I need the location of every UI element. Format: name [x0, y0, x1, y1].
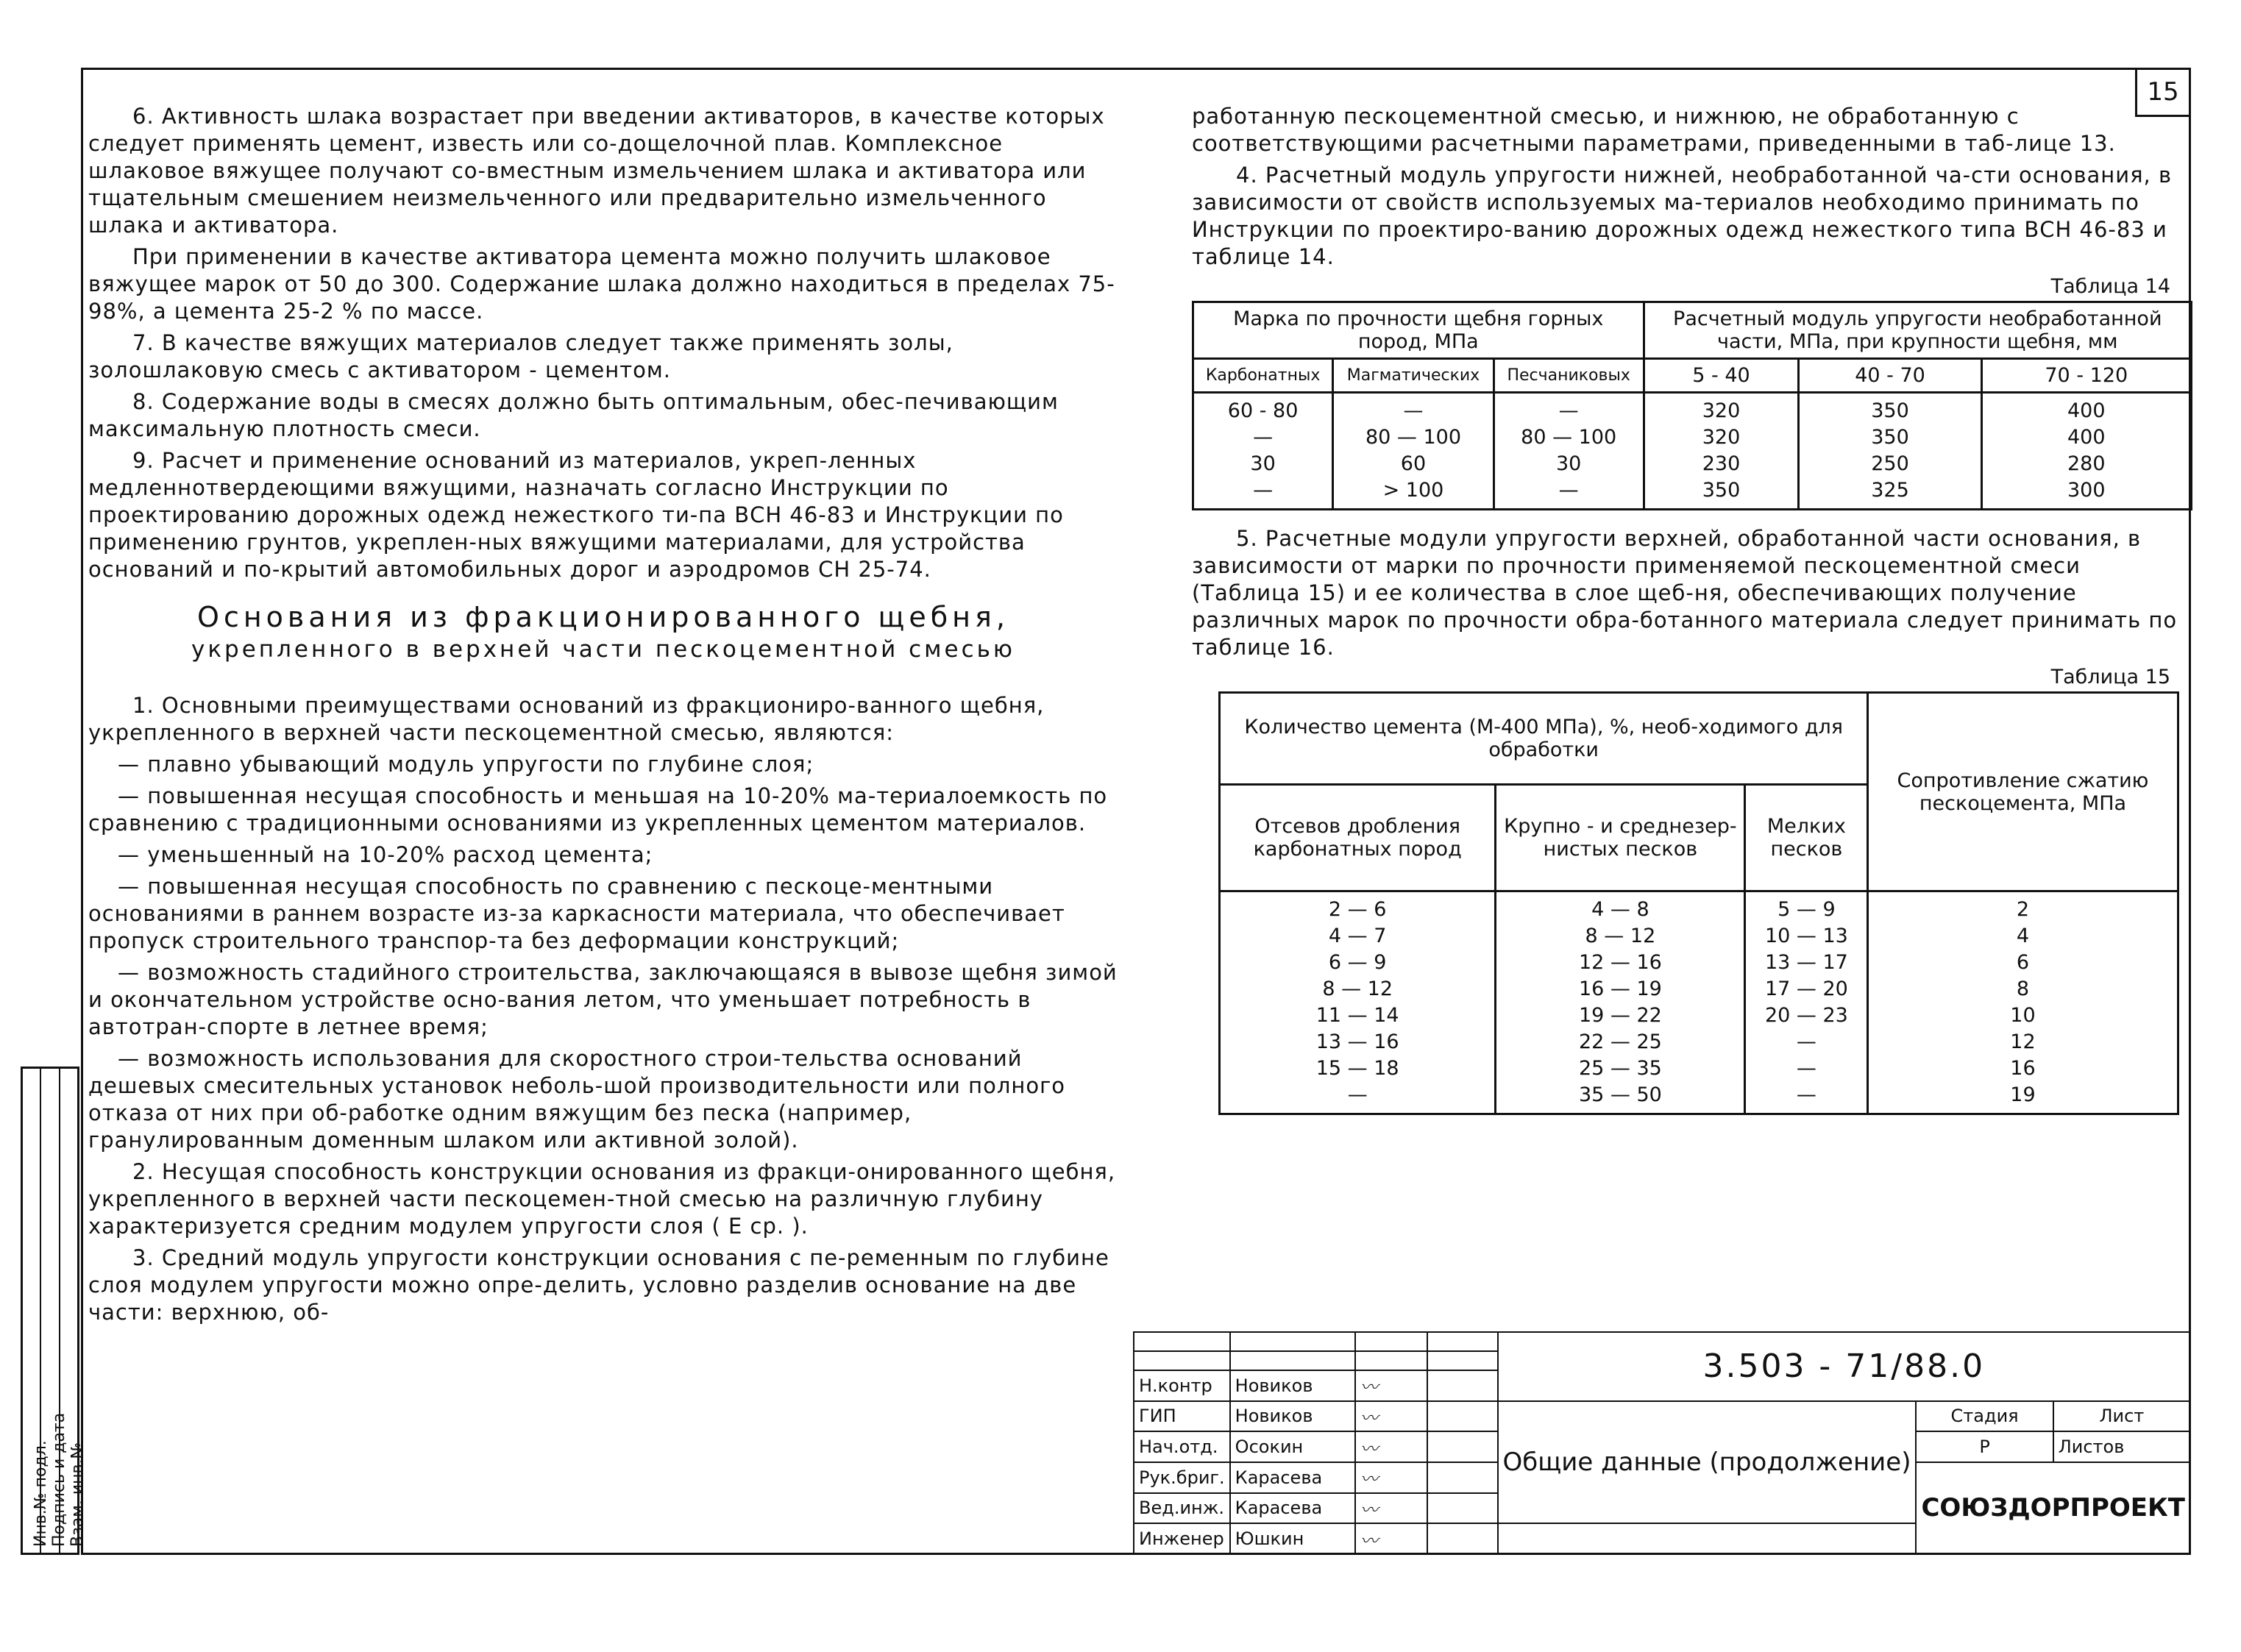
- paragraph: 7. В качестве вяжущих материалов следует также применять золы, золошлаковую смесь с активатором - цементом.: [88, 330, 953, 382]
- paragraph: 9. Расчет и применение оснований из материалов, укреп-ленных медленнотвердеющими вяжущими, назначать согласно Инструкции по проектированию дорожных одежд нежесткого ти-па ВСН 46-83 и Инструкции по применению грунтов, укреплен-ных вяжущими материалами, для устройства оснований и по-крытий автомобильных дорог и аэродромов СН 25-74.: [88, 448, 1064, 582]
- right-column: [1192, 103, 2192, 1115]
- stamp-role: Н.контр: [1134, 1370, 1230, 1401]
- signature: 〰: [1355, 1523, 1427, 1554]
- paragraph: 2. Несущая способность конструкции основания из фракци-онированного щебня, укрепленного в верхней части пескоцемен-тной смесью на различную глубину характеризуется средним модулем упругости слоя ( Е ср. ).: [88, 1159, 1116, 1239]
- signature: 〰: [1355, 1462, 1427, 1493]
- sidebar-label: Взам. инв.№: [68, 1442, 88, 1547]
- list-item: — возможность использования для скоростного строи-тельства оснований дешевых смесительных установок неболь-шой производительности или полного отказа от них при об-работке одним вяжущим без песка (например, гранулированным доменным шлаком или активной золой).: [88, 1046, 1066, 1153]
- sidebar-label: Инв.№ подл.: [31, 1440, 50, 1547]
- sidebar-cell: [41, 1069, 68, 1553]
- table-subheader: 5 - 40: [1644, 359, 1799, 393]
- signature: 〰: [1355, 1493, 1427, 1524]
- list-item: — повышенная несущая способность по сравнению с пескоце-ментными основаниями в раннем возрасте из-за каркасности материала, что обеспечивает пропуск строительного транспор-та без деформации конструкций;: [88, 874, 1065, 953]
- stamp-name: Новиков: [1230, 1370, 1355, 1401]
- sidebar-label: Подпись и дата: [49, 1412, 68, 1547]
- list-item: — повышенная несущая способность и меньшая на 10-20% ма-териалоемкость по сравнению с традиционными основаниями из укрепленных цементом материалов.: [88, 783, 1108, 836]
- paragraph: 1. Основными преимуществами оснований из фракциониро-ванного щебня, укрепленного в верхней части пескоцементной смесью, являются:: [88, 693, 1045, 745]
- paragraph: работанную пескоцементной смесью, и нижнюю, не обработанную с соответствующими расчетными параметрами, приведенными в таб-лице 13.: [1192, 104, 2116, 156]
- sidebar-cell: [60, 1069, 88, 1553]
- table-subheader: 40 - 70: [1799, 359, 1981, 393]
- stamp-name: Юшкин: [1230, 1523, 1355, 1554]
- section-heading: Основания из фракционированного щебня,: [197, 601, 1009, 633]
- left-column: [88, 103, 1118, 1331]
- table-subheader: Карбонатных: [1193, 359, 1333, 393]
- table-15: [1218, 691, 2179, 1115]
- title-block: [1133, 1331, 2191, 1555]
- stage-header: Стадия: [1916, 1401, 2053, 1432]
- signature: 〰: [1355, 1401, 1427, 1432]
- table-subheader: Магматических: [1333, 359, 1494, 393]
- stage-value: Р: [1916, 1431, 2053, 1462]
- signature: 〰: [1355, 1431, 1427, 1462]
- page-number: 15: [2135, 69, 2189, 117]
- table-cell: — 80 — 100 60 > 100: [1333, 393, 1494, 510]
- sheet-header: Лист: [2053, 1401, 2190, 1432]
- table-cell: 2 4 6 8 10 12 16 19: [1868, 891, 2178, 1114]
- stamp-name: Карасева: [1230, 1493, 1355, 1524]
- stamp-name: Осокин: [1230, 1431, 1355, 1462]
- stamp-role: Вед.инж.: [1134, 1493, 1230, 1524]
- paragraph: 6. Активность шлака возрастает при введении активаторов, в качестве которых следует применять цемент, известь или со-дощелочной плав. Комплексное шлаковое вяжущее получают со-вместным измельчением шлака и активатора или тщательным смешением неизмельченного или предварительно измельченного шлака и активатора.: [88, 104, 1105, 238]
- table-cell: 5 — 9 10 — 13 13 — 17 17 — 20 20 — 23 — — —: [1745, 891, 1868, 1114]
- approval-sidebar: [21, 1067, 88, 1555]
- table-header: Расчетный модуль упругости необработанной части, МПа, при крупности щебня, мм: [1644, 302, 2191, 359]
- table-subheader: Мелких песков: [1745, 785, 1868, 891]
- table-cell: 350 350 250 325: [1799, 393, 1981, 510]
- sheet-title: Общие данные (продолжение): [1498, 1401, 1917, 1524]
- section-subheading: укрепленного в верхней части пескоцементной смесью: [191, 636, 1015, 663]
- table-14: [1192, 301, 2192, 510]
- sheets-header: Листов: [2053, 1431, 2190, 1462]
- table-cell: — 80 — 100 30 —: [1494, 393, 1644, 510]
- table-cell: 60 - 80 — 30 —: [1193, 393, 1333, 510]
- signature: 〰: [1355, 1370, 1427, 1401]
- table-header: Количество цемента (М-400 МПа), %, необ-ходимого для обработки: [1220, 693, 1868, 785]
- table-14-label: Таблица 14: [2050, 275, 2170, 298]
- stamp-name: Карасева: [1230, 1462, 1355, 1493]
- table-header: Марка по прочности щебня горных пород, МПа: [1193, 302, 1644, 359]
- list-item: — возможность стадийного строительства, заключающаяся в вывозе щебня зимой и окончательном устройстве осно-вания летом, что уменьшает потребность в автотран-спорте в летнее время;: [88, 960, 1118, 1039]
- list-item: — плавно убывающий модуль упругости по глубине слоя;: [118, 752, 814, 777]
- paragraph: При применении в качестве активатора цемента можно получить шлаковое вяжущее марок от 50 до 300. Содержание шлака должно находиться в пределах 75-98%, а цемента 25-2 % по массе.: [88, 244, 1115, 324]
- stamp-role: Нач.отд.: [1134, 1431, 1230, 1462]
- table-15-label: Таблица 15: [2050, 666, 2170, 688]
- paragraph: 8. Содержание воды в смесях должно быть оптимальным, обес-печивающим максимальную плотность смеси.: [88, 389, 1059, 441]
- table-header: Сопротивление сжатию пескоцемента, МПа: [1868, 693, 2178, 891]
- table-cell: 320 320 230 350: [1644, 393, 1799, 510]
- paragraph: 3. Средний модуль упругости конструкции основания с пе-ременным по глубине слоя модулем упругости можно опре-делить, условно разделив основание на две части: верхнюю, об-: [88, 1245, 1109, 1325]
- table-subheader: 70 - 120: [1981, 359, 2191, 393]
- table-cell: 400 400 280 300: [1981, 393, 2191, 510]
- stamp-name: Новиков: [1230, 1401, 1355, 1432]
- table-cell: 2 — 6 4 — 7 6 — 9 8 — 12 11 — 14 13 — 16 15 — 18 —: [1220, 891, 1496, 1114]
- list-item: — уменьшенный на 10-20% расход цемента;: [118, 842, 653, 867]
- paragraph: 5. Расчетные модули упругости верхней, обработанной части основания, в зависимости от марки по прочности применяемой пескоцементной смеси (Таблица 15) и ее количества в слое щеб-ня, обеспечивающих получение различных марок по прочности обра-ботанного материала следует принимать по таблице 16.: [1192, 526, 2178, 660]
- sidebar-cell: [23, 1069, 50, 1553]
- table-subheader: Отсевов дробления карбонатных пород: [1220, 785, 1496, 891]
- table-subheader: Крупно - и среднезер-нистых песков: [1496, 785, 1745, 891]
- organization-name: СОЮЗДОРПРОЕКТ: [1916, 1462, 2190, 1554]
- paragraph: 4. Расчетный модуль упругости нижней, необработанной ча-сти основания, в зависимости от свойств используемых ма-териалов необходимо принимать по Инструкции по проектиро-ванию дорожных одежд нежесткого типа ВСН 46-83 и таблице 14.: [1192, 163, 2173, 269]
- stamp-role: Инженер: [1134, 1523, 1230, 1554]
- table-cell: 4 — 8 8 — 12 12 — 16 16 — 19 19 — 22 22 — 25 25 — 35 35 — 50: [1496, 891, 1745, 1114]
- stamp-role: ГИП: [1134, 1401, 1230, 1432]
- document-number: 3.503 - 71/88.0: [1498, 1332, 2190, 1401]
- stamp-role: Рук.бриг.: [1134, 1462, 1230, 1493]
- table-subheader: Песчаниковых: [1494, 359, 1644, 393]
